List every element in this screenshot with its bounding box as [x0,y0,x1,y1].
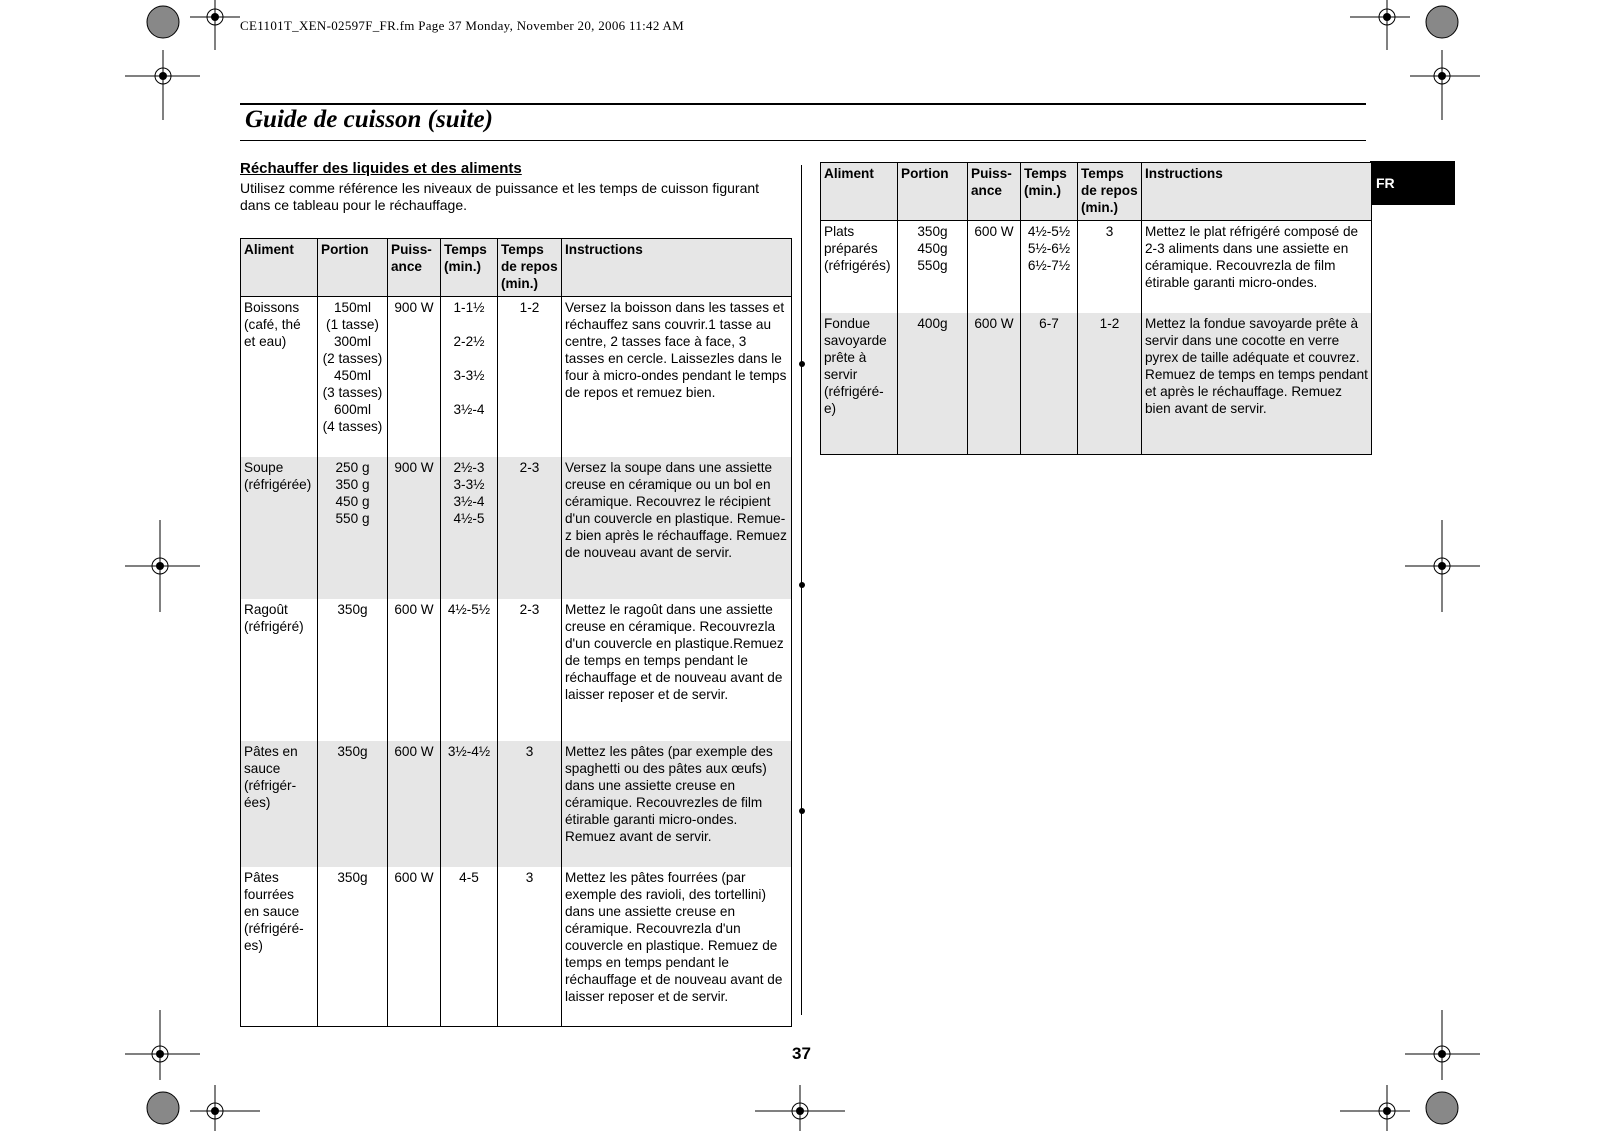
cell-puissance: 600 W [388,741,441,867]
reheating-table-right [820,162,1372,455]
cell-temps-repos: 3 [1078,221,1142,313]
title-rule-bottom [240,140,1366,141]
cell-instructions: Mettez le plat réfrigéré composé de 2-3 aliments dans une assiette en céramique. Recouvrezla de film étirable garanti micro-ondes. [1142,221,1372,313]
header-portion: Portion [318,239,388,297]
cell-aliment: Boissons (café, thé et eau) [241,297,318,457]
cell-portion: 400g [898,313,968,455]
page-title: Guide de cuisson (suite) [245,106,493,133]
cell-temps: 1-1½ 2-2½ 3-3½ 3½-4 [441,297,498,457]
cell-portion: 350g [318,867,388,1027]
cell-portion: 350g [318,599,388,741]
cell-temps: 4½-5½ 5½-6½ 6½-7½ [1021,221,1078,313]
header-puissance: Puiss- ance [968,163,1021,221]
cell-puissance: 600 W [388,867,441,1027]
cell-temps: 6-7 [1021,313,1078,455]
header-temps: Temps (min.) [1021,163,1078,221]
cell-aliment: Soupe (réfrigérée) [241,457,318,599]
cell-instructions: Mettez le ragoût dans une assiette creuse en céramique. Recouvrezla d'un couvercle en plastique.Remuez de temps en temps pendant le réchauffage et de nouveau avant de laisser reposer et de servir. [562,599,792,741]
cell-instructions: Mettez les pâtes (par exemple des spaghetti ou des pâtes aux œufs) dans une assiette creuse en céramique. Recouvrezles de film étirable garanti micro-ondes. Remuez avant de servir. [562,741,792,867]
cell-puissance: 900 W [388,457,441,599]
header-temps-repos: Temps de repos (min.) [498,239,562,297]
cell-temps-repos: 3 [498,867,562,1027]
cell-temps-repos: 2-3 [498,599,562,741]
cell-portion: 150ml (1 tasse) 300ml (2 tasses) 450ml (3 tasses) 600ml (4 tasses) [318,297,388,457]
table-row [241,599,792,741]
cell-temps-repos: 3 [498,741,562,867]
header-portion: Portion [898,163,968,221]
header-aliment: Aliment [241,239,318,297]
cell-puissance: 600 W [968,221,1021,313]
table-row [241,867,792,1027]
header-aliment: Aliment [821,163,898,221]
cell-temps: 2½-3 3-3½ 3½-4 4½-5 [441,457,498,599]
title-rule-top [240,103,1366,105]
section-title: Réchauffer des liquides et des aliments [240,160,522,177]
cell-temps: 4-5 [441,867,498,1027]
reheating-table-left [240,238,792,1027]
cell-aliment: Fondue savoyarde prête à servir (réfrigéré- e) [821,313,898,455]
language-tab: FR [1370,161,1455,205]
cell-puissance: 600 W [968,313,1021,455]
divider-dot [799,808,805,814]
cell-aliment: Pâtes fourrées en sauce (réfrigéré- es) [241,867,318,1027]
column-divider [801,165,802,1015]
intro-text: Utilisez comme référence les niveaux de puissance et les temps de cuisson figurant dans ce tableau pour le réchauffage. [240,180,760,213]
table-row [241,741,792,867]
divider-dot [799,582,805,588]
header-instructions: Instructions [562,239,792,297]
cell-aliment: Ragoût (réfrigéré) [241,599,318,741]
table-row [241,297,792,457]
header-puissance: Puiss- ance [388,239,441,297]
divider-dot [799,361,805,367]
cell-portion: 350g [318,741,388,867]
cell-portion: 250 g 350 g 450 g 550 g [318,457,388,599]
header-temps: Temps (min.) [441,239,498,297]
cell-temps: 3½-4½ [441,741,498,867]
cell-instructions: Mettez la fondue savoyarde prête à servir dans une cocotte en verre pyrex de taille adéquate et couvrez. Remuez de temps en temps pendant et après le réchauffage. Remuez bien avant de servir. [1142,313,1372,455]
table-row [821,221,1372,313]
cell-aliment: Plats préparés (réfrigérés) [821,221,898,313]
cell-temps-repos: 1-2 [498,297,562,457]
cell-instructions: Versez la soupe dans une assiette creuse en céramique ou un bol en céramique. Recouvrez le récipient d'un couvercle en plastique. Remue-z bien après le réchauffage. Remuez de nouveau avant de servir. [562,457,792,599]
cell-puissance: 600 W [388,599,441,741]
cell-portion: 350g 450g 550g [898,221,968,313]
table-row [241,457,792,599]
page-number: 37 [792,1044,811,1063]
header-instructions: Instructions [1142,163,1372,221]
cell-temps-repos: 1-2 [1078,313,1142,455]
cell-temps-repos: 2-3 [498,457,562,599]
header-temps-repos: Temps de repos (min.) [1078,163,1142,221]
print-header: CE1101T_XEN-02597F_FR.fm Page 37 Monday, November 20, 2006 11:42 AM [240,18,685,33]
cell-instructions: Mettez les pâtes fourrées (par exemple des ravioli, des tortellini) dans une assiette creuse en céramique. Recouvrezla d'un couvercle en plastique. Remuez de temps en temps pendant le réchauffage et de nouveau avant de laisser reposer et de servir. [562,867,792,1027]
table-row [821,313,1372,455]
cell-instructions: Versez la boisson dans les tasses et réchauffez sans couvrir.1 tasse au centre, 2 tasses face à face, 3 tasses en cercle. Laissezles dans le four à micro-ondes pendant le temps de repos et remuez bien. [562,297,792,457]
cell-temps: 4½-5½ [441,599,498,741]
cell-aliment: Pâtes en sauce (réfrigér- ées) [241,741,318,867]
cell-puissance: 900 W [388,297,441,457]
